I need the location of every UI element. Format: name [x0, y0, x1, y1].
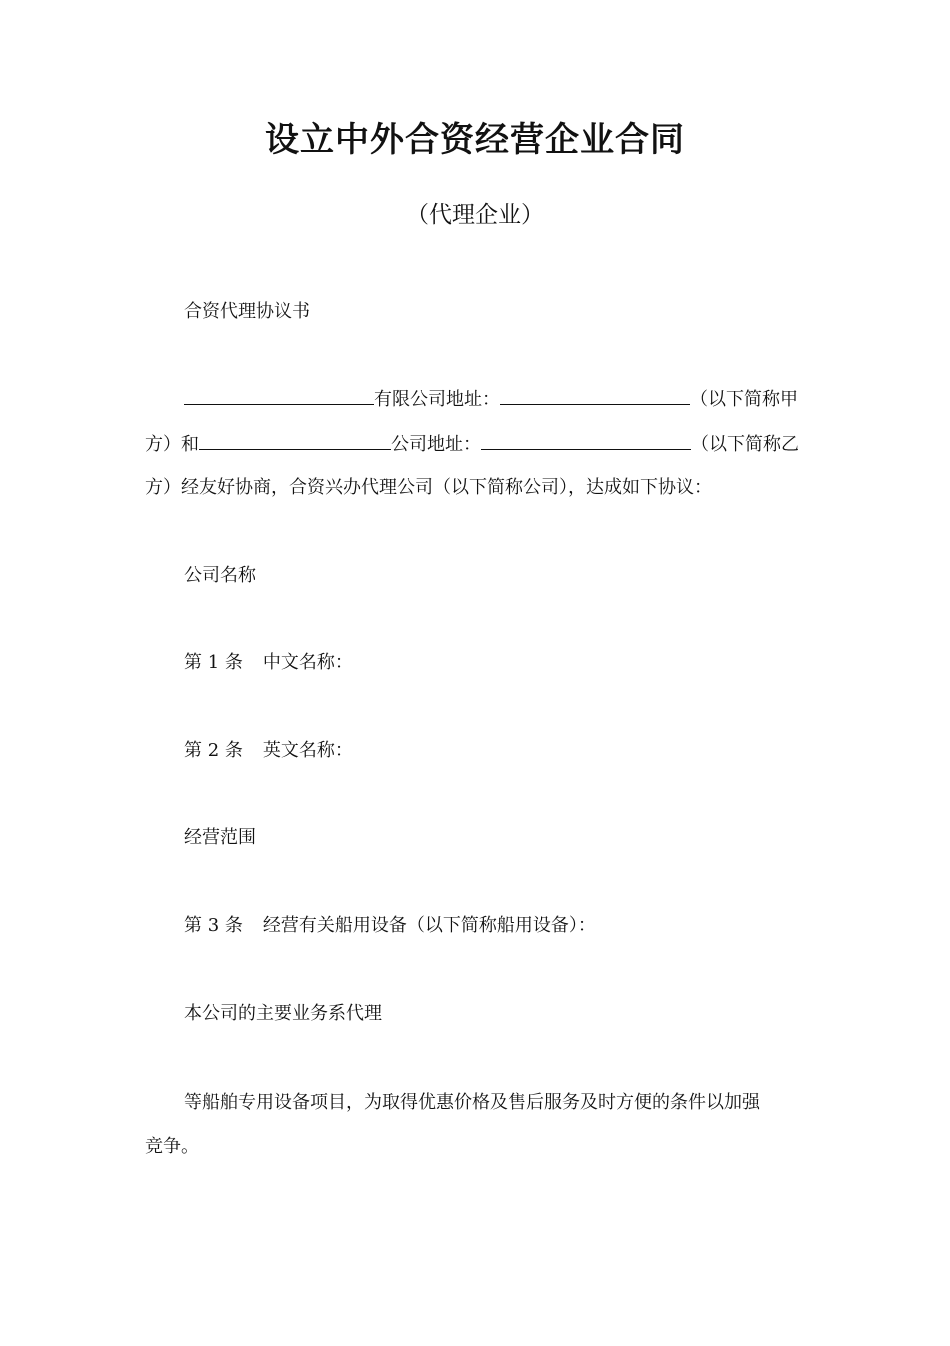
equipment-paragraph-line-2: 竞争。: [145, 1136, 199, 1157]
parties-line-2-text-a: 方）和: [145, 434, 199, 455]
section-company-name: 公司名称: [184, 565, 256, 586]
article-3-text: 经营有关船用设备（以下简称船用设备）：: [262, 915, 596, 936]
article-2-text: 英文名称：: [262, 740, 353, 761]
parties-line-1-text-b: （以下简称甲: [690, 389, 798, 410]
blank-party-b-address: [481, 431, 691, 450]
document-title: 设立中外合资经营企业合同: [265, 120, 685, 160]
article-1-text: 中文名称：: [262, 652, 353, 673]
blank-party-a-address: [500, 386, 690, 405]
equipment-paragraph-line-1: 等船舶专用设备项目，为取得优惠价格及售后服务及时方便的条件以加强: [184, 1092, 760, 1113]
parties-line-2: [145, 431, 799, 458]
article-1-label: 第 1 条: [184, 652, 243, 673]
section-business-scope: 经营范围: [184, 827, 256, 848]
article-1: [184, 650, 353, 676]
parties-line-2-text-c: （以下简称乙: [691, 434, 799, 455]
parties-line-1-text-a: 有限公司地址：: [374, 389, 500, 410]
parties-line-2-text-b: 公司地址：: [391, 434, 481, 455]
main-business-line: 本公司的主要业务系代理: [184, 1003, 382, 1024]
document-subtitle: （代理企业）: [406, 202, 544, 228]
agreement-heading: 合资代理协议书: [184, 301, 310, 322]
article-2-label: 第 2 条: [184, 740, 243, 761]
blank-party-a-name: [184, 386, 374, 405]
blank-party-b-name: [199, 431, 391, 450]
article-3: [184, 913, 596, 939]
parties-line-1: [184, 386, 798, 413]
parties-line-3: 方）经友好协商，合资兴办代理公司（以下简称公司），达成如下协议：: [145, 477, 712, 498]
article-2: [184, 738, 353, 764]
article-3-label: 第 3 条: [184, 915, 243, 936]
